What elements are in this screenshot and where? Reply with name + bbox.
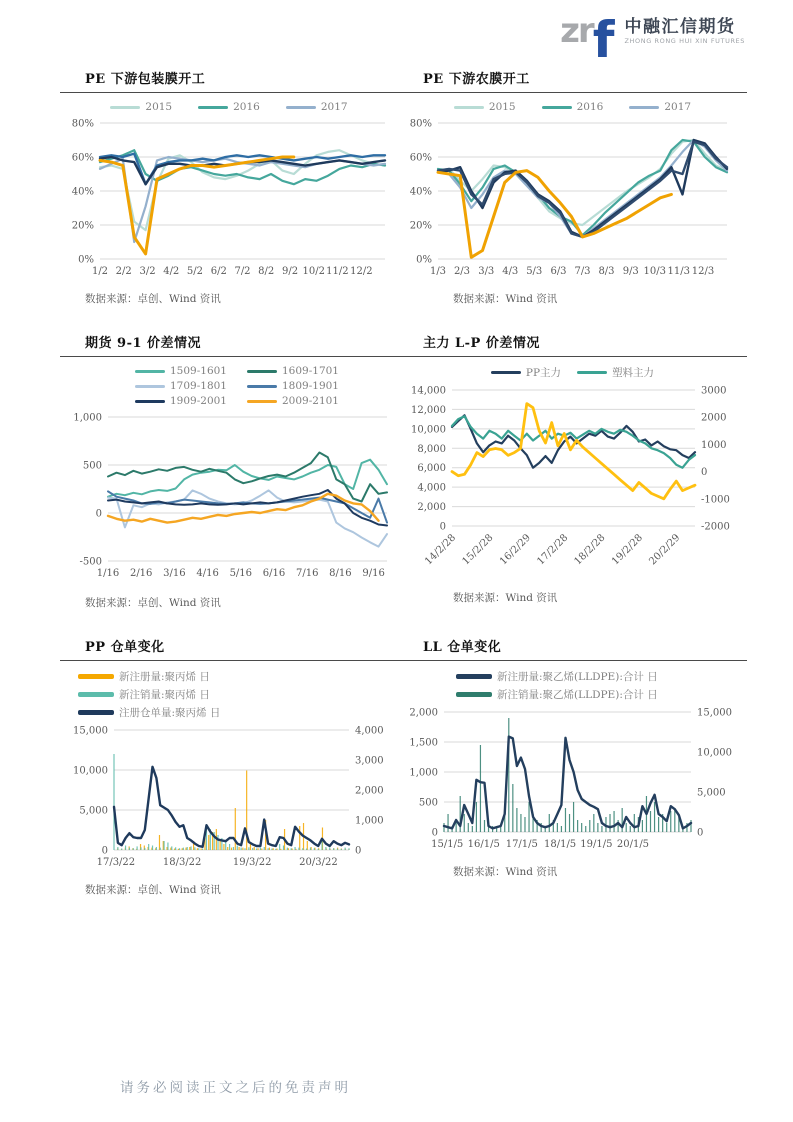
legend-item (135, 365, 237, 377)
legend-label: 新注销量:聚丙烯 日 (119, 689, 210, 701)
x-axis-tick-label: 10/2 (302, 266, 325, 277)
legend-item (78, 687, 233, 702)
y-axis-tick-label: 1,000 (409, 767, 438, 779)
data-line (114, 767, 349, 847)
chart-panel-futures-9-1-spread (60, 330, 398, 610)
x-axis-tick-label: 7/3 (574, 266, 591, 277)
y-axis-tick-label: 1,000 (73, 412, 102, 424)
chart-panel-ll-warehouse-receipts (398, 634, 747, 897)
data-line (100, 157, 294, 254)
x-axis-tick-label: 2/16 (129, 568, 153, 579)
legend-label: 塑料主力 (612, 367, 655, 379)
legend-item (454, 101, 516, 113)
legend-swatch (198, 106, 228, 109)
chart-canvas-pe-agricultural-film (398, 115, 743, 283)
legend-label: 2009-2101 (282, 395, 339, 407)
y-axis-right-tick-label: -2000 (701, 521, 730, 533)
x-axis-tick-label: 3/2 (139, 266, 156, 277)
y-axis-tick-label: 8,000 (417, 443, 446, 455)
logo-zr-text: zr (560, 11, 593, 51)
data-line (452, 415, 695, 467)
x-axis-tick-label: 4/3 (502, 266, 519, 277)
x-axis-tick-label: 19/2/28 (609, 532, 645, 568)
x-axis-tick-label: 2/3 (453, 266, 471, 277)
x-axis-tick-label: 5/2 (186, 266, 203, 277)
y-axis-tick-label: 0 (95, 508, 102, 520)
y-axis-tick-label: 2,000 (417, 502, 446, 514)
y-axis-tick-label: 80% (71, 118, 94, 130)
y-axis-tick-label: 40% (71, 186, 94, 198)
y-axis-right-tick-label: 1000 (701, 439, 727, 451)
data-line (108, 453, 387, 502)
logo-zrf-monogram (560, 10, 615, 69)
legend-swatch (247, 370, 277, 373)
legend-item (110, 101, 172, 113)
legend-item (247, 365, 349, 377)
legend-item (247, 380, 349, 392)
data-source-note: 数据来源：Wind 资讯 (453, 293, 558, 305)
data-source-note: 数据来源：Wind 资讯 (453, 592, 558, 604)
y-axis-right-tick-label: 2,000 (355, 785, 384, 797)
chart-legend (398, 357, 747, 382)
x-axis-tick-label: 14/2/28 (423, 532, 459, 568)
y-axis-tick-label: 80% (409, 118, 432, 130)
y-axis-right-tick-label: 4,000 (355, 725, 384, 737)
legend-label: 2015 (145, 101, 173, 113)
x-axis-tick-label: 3/16 (163, 568, 186, 579)
x-axis-tick-label: 1/3 (429, 266, 447, 277)
legend-item (629, 101, 691, 113)
x-axis-tick-label: 17/2/28 (535, 532, 571, 568)
data-line (108, 494, 379, 523)
chart-title: 主力 L-P 价差情况 (423, 336, 540, 351)
chart-legend (60, 357, 398, 409)
chart-panel-pe-agricultural-film (398, 66, 747, 306)
legend-swatch (456, 692, 492, 697)
legend-label: 1509-1601 (170, 365, 227, 377)
x-axis-tick-label: 5/3 (526, 266, 543, 277)
x-axis-tick-label: 18/3/22 (162, 857, 202, 868)
y-axis-tick-label: 500 (82, 460, 102, 472)
y-axis-tick-label: 5,000 (79, 805, 108, 817)
chart-legend (60, 661, 398, 722)
chart-title: 期货 9-1 价差情况 (85, 336, 202, 351)
x-axis-tick-label: 6/16 (262, 568, 286, 579)
charts-grid (60, 66, 747, 921)
chart-title: PE 下游农膜开工 (423, 72, 530, 87)
legend-swatch (78, 674, 114, 679)
y-axis-tick-label: 10,000 (411, 424, 446, 436)
legend-label: 新注册量:聚丙烯 日 (119, 671, 210, 683)
x-axis-tick-label: 4/2 (163, 266, 180, 277)
x-axis-tick-label: 11/3 (667, 266, 690, 277)
logo-f-text: f (592, 10, 615, 69)
y-axis-right-tick-label: 0 (701, 467, 708, 479)
data-source-note: 数据来源：卓创、Wind 资讯 (85, 293, 221, 305)
x-axis-tick-label: 18/1/5 (543, 839, 577, 850)
chart-canvas-ll-warehouse-receipts (398, 704, 743, 856)
logo-company-name-en: ZHONG RONG HUI XIN FUTURES (624, 37, 745, 46)
legend-label: 2017 (664, 101, 692, 113)
y-axis-tick-label: 6,000 (417, 463, 446, 475)
chart-panel-pp-warehouse-receipts (60, 634, 398, 897)
legend-swatch (110, 106, 140, 109)
legend-label: 2017 (320, 101, 348, 113)
x-axis-tick-label: 7/16 (295, 568, 319, 579)
chart-canvas-futures-9-1-spread (60, 409, 395, 587)
y-axis-right-tick-label: 0 (355, 845, 362, 857)
y-axis-right-tick-label: 10,000 (697, 747, 732, 759)
y-axis-right-tick-label: -1000 (701, 494, 730, 506)
legend-label: 2016 (576, 101, 604, 113)
legend-swatch (135, 400, 165, 403)
chart-title: LL 仓单变化 (423, 640, 502, 655)
legend-label: 2016 (233, 101, 260, 113)
x-axis-tick-label: 20/1/5 (616, 839, 650, 850)
legend-label: 2015 (488, 101, 516, 113)
legend-swatch (286, 106, 316, 109)
x-axis-tick-label: 20/3/22 (299, 857, 338, 868)
legend-item (286, 101, 348, 113)
y-axis-tick-label: 20% (409, 220, 432, 232)
y-axis-right-tick-label: 3,000 (355, 755, 384, 767)
x-axis-tick-label: 6/2 (210, 266, 227, 277)
y-axis-right-tick-label: 15,000 (697, 707, 732, 719)
chart-canvas-pe-packaging-film (60, 115, 395, 283)
chart-canvas-main-l-p-spread (398, 382, 743, 582)
x-axis-tick-label: 15/2/28 (460, 532, 496, 568)
legend-item (198, 101, 260, 113)
legend-item (135, 380, 237, 392)
legend-swatch (542, 106, 572, 109)
y-axis-tick-label: 1,500 (409, 737, 438, 749)
x-axis-tick-label: 17/3/22 (96, 857, 136, 868)
x-axis-tick-label: 1/16 (96, 568, 120, 579)
y-axis-tick-label: 0% (416, 254, 432, 266)
legend-item (542, 101, 604, 113)
x-axis-tick-label: 7/2 (234, 266, 251, 277)
y-axis-tick-label: 15,000 (73, 725, 108, 737)
logo-company-name-cn: 中融汇信期货 (624, 16, 736, 37)
x-axis-tick-label: 15/1/5 (431, 839, 464, 850)
y-axis-tick-label: 20% (71, 220, 94, 232)
y-axis-tick-label: -500 (79, 556, 102, 568)
x-axis-tick-label: 4/16 (196, 568, 219, 579)
x-axis-tick-label: 8/16 (329, 568, 352, 579)
y-axis-tick-label: 0 (101, 845, 108, 857)
disclaimer-footer: 请务必阅读正文之后的免责声明 (120, 1080, 351, 1096)
y-axis-tick-label: 14,000 (411, 385, 446, 397)
chart-canvas-pp-warehouse-receipts (60, 722, 395, 874)
company-logo (560, 10, 745, 69)
chart-panel-pe-packaging-film (60, 66, 398, 306)
legend-label: 1909-2001 (170, 395, 227, 407)
y-axis-tick-label: 0% (78, 254, 94, 266)
legend-item (78, 705, 233, 720)
y-axis-tick-label: 0 (439, 521, 446, 533)
legend-label: 1709-1801 (170, 380, 227, 392)
legend-swatch (247, 400, 277, 403)
x-axis-tick-label: 12/3 (691, 266, 715, 277)
x-axis-tick-label: 1/2 (91, 266, 109, 277)
data-line (438, 140, 727, 225)
y-axis-right-tick-label: 1,000 (355, 815, 384, 827)
legend-swatch (135, 370, 165, 373)
legend-swatch (577, 371, 607, 374)
x-axis-tick-label: 2/2 (115, 266, 132, 277)
y-axis-right-tick-label: 2000 (701, 412, 727, 424)
legend-label: 新注销量:聚乙烯(LLDPE):合计 日 (497, 689, 658, 701)
data-source-note: 数据来源：Wind 资讯 (453, 866, 558, 878)
legend-label: 1809-1901 (282, 380, 339, 392)
legend-swatch (78, 692, 114, 697)
y-axis-tick-label: 500 (418, 797, 438, 809)
x-axis-tick-label: 9/16 (362, 568, 385, 579)
x-axis-tick-label: 18/2/28 (572, 532, 608, 568)
chart-panel-main-l-p-spread (398, 330, 747, 610)
legend-swatch (247, 385, 277, 388)
legend-item (135, 395, 237, 407)
legend-label: 新注册量:聚乙烯(LLDPE):合计 日 (497, 671, 658, 683)
y-axis-tick-label: 40% (409, 186, 432, 198)
chart-title: PP 仓单变化 (85, 640, 165, 655)
chart-legend (60, 93, 398, 115)
x-axis-tick-label: 9/3 (622, 266, 639, 277)
x-axis-tick-label: 12/2 (350, 266, 373, 277)
y-axis-tick-label: 4,000 (417, 482, 446, 494)
y-axis-right-tick-label: 0 (697, 827, 704, 839)
y-axis-tick-label: 60% (71, 152, 94, 164)
y-axis-right-tick-label: 5,000 (697, 787, 726, 799)
legend-swatch (491, 371, 521, 374)
x-axis-tick-label: 5/16 (229, 568, 253, 579)
legend-item (577, 365, 654, 380)
legend-label: PP主力 (525, 367, 562, 379)
y-axis-tick-label: 10,000 (73, 765, 108, 777)
data-line (444, 737, 691, 829)
y-axis-tick-label: 0 (431, 827, 438, 839)
x-axis-tick-label: 8/2 (258, 266, 275, 277)
x-axis-tick-label: 8/3 (598, 266, 615, 277)
y-axis-tick-label: 2,000 (409, 707, 438, 719)
legend-item (491, 365, 561, 380)
x-axis-tick-label: 16/1/5 (467, 839, 500, 850)
data-source-note: 数据来源：卓创、Wind 资讯 (85, 597, 221, 609)
legend-swatch (454, 106, 484, 109)
data-source-note: 数据来源：卓创、Wind 资讯 (85, 884, 221, 896)
x-axis-tick-label: 11/2 (326, 266, 349, 277)
chart-legend (398, 93, 747, 115)
legend-swatch (78, 710, 114, 715)
legend-item (456, 669, 658, 684)
legend-item (78, 669, 233, 684)
legend-item (247, 395, 349, 407)
x-axis-tick-label: 6/3 (550, 266, 567, 277)
chart-title: PE 下游包装膜开工 (85, 72, 206, 87)
x-axis-tick-label: 3/3 (478, 266, 495, 277)
y-axis-right-tick-label: 3000 (701, 385, 727, 397)
x-axis-tick-label: 9/2 (282, 266, 299, 277)
x-axis-tick-label: 20/2/29 (647, 532, 683, 568)
x-axis-tick-label: 19/3/22 (232, 857, 272, 868)
legend-swatch (135, 385, 165, 388)
x-axis-tick-label: 19/1/5 (580, 839, 613, 850)
x-axis-tick-label: 10/3 (643, 266, 666, 277)
legend-label: 1609-1701 (282, 365, 339, 377)
legend-swatch (629, 106, 659, 109)
legend-label: 注册仓单量:聚丙烯 日 (119, 707, 221, 719)
chart-legend (398, 661, 747, 704)
x-axis-tick-label: 16/2/29 (497, 532, 533, 568)
legend-swatch (456, 674, 492, 679)
legend-item (456, 687, 658, 702)
x-axis-tick-label: 17/1/5 (505, 839, 538, 850)
y-axis-tick-label: 60% (409, 152, 432, 164)
data-line (100, 157, 385, 184)
y-axis-tick-label: 12,000 (411, 404, 446, 416)
